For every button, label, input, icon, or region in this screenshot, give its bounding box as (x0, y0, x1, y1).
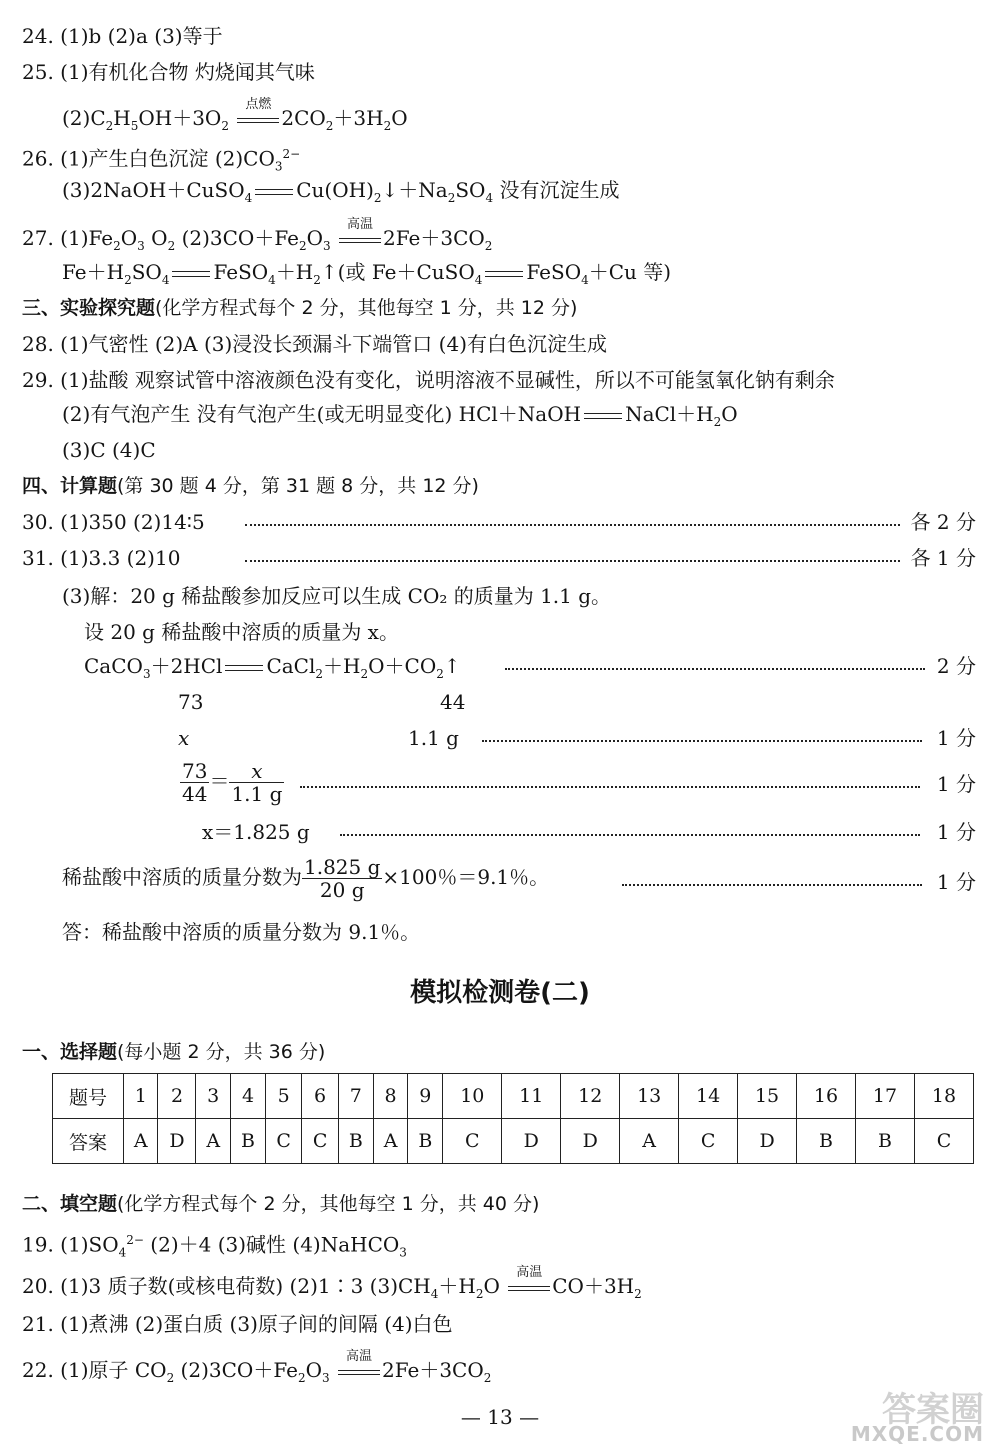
table-cell: 1 (124, 1074, 158, 1119)
molar-mass-co2: 44 (440, 690, 466, 714)
table-cell: B (856, 1119, 915, 1164)
table-cell: 4 (230, 1074, 265, 1119)
score-31-equation: 2 分 (936, 654, 976, 678)
answer-31-solution: (3)解：20 g 稀盐酸参加反应可以生成 CO₂ 的质量为 1.1 g。 (62, 584, 612, 608)
page-title: 模拟检测卷(二) (410, 978, 590, 1008)
score-31-proportion: 1 分 (936, 772, 976, 796)
answer-29-line2: (2)有气泡产生 没有气泡产生(或无明显变化) HCl＋NaOH $NaCl+H_2O$ (62, 402, 738, 429)
section-3-heading: 三、实验探究题(化学方程式每个 2 分，其他每空 1 分，共 12 分) (22, 297, 578, 319)
answer-29-line1: 29. (1)盐酸 观察试管中溶液颜色没有变化，说明溶液不显碱性，所以不可能氢氧化钠有剩余 (22, 368, 835, 392)
table-cell: B (797, 1119, 856, 1164)
table-cell: D (561, 1119, 620, 1164)
table-cell: 9 (408, 1074, 443, 1119)
table-cell: D (158, 1119, 196, 1164)
table-cell: 16 (797, 1074, 856, 1119)
section-1-heading: 一、选择题(每小题 2 分，共 36 分) (22, 1041, 326, 1063)
score-31-mass: 1 分 (936, 726, 976, 750)
answer-31-line1: 31. (1)3.3 (2)10 (22, 546, 181, 570)
mass-fraction: 稀盐酸中溶质的质量分数为 $\frac{1.825 g}{20 g}$ ×100％＝9.1％。 (62, 855, 550, 902)
table-header-answer: 答案 (53, 1119, 124, 1164)
co2-mass: 1.1 g (408, 726, 459, 750)
table-cell: 8 (373, 1074, 407, 1119)
answer-21: 21. (1)煮沸 (2)蛋白质 (3)原子间的间隔 (4)白色 (22, 1312, 453, 1336)
score-31-fraction: 1 分 (936, 870, 976, 894)
answer-24: 24. (1)b (2)a (3)等于 (22, 24, 223, 48)
table-cell: C (914, 1119, 973, 1164)
table-cell: 10 (443, 1074, 502, 1119)
table-cell: 18 (914, 1074, 973, 1119)
table-cell: C (679, 1119, 738, 1164)
table-cell: B (408, 1119, 443, 1164)
table-cell: D (738, 1119, 797, 1164)
answer-25-equation: $(2)C_2H_5OH+3O_2$ 点燃 $2CO_2+3H_2O$ (62, 96, 408, 133)
answer-31-equation: CaCO$_3$＋2HCl $CaCl_2+H_2O+CO_2↑$ (84, 654, 461, 681)
score-30: 各 2 分 (910, 510, 976, 534)
section-4-heading: 四、计算题(第 30 题 4 分，第 31 题 8 分，共 12 分) (22, 475, 479, 497)
table-cell: 17 (856, 1074, 915, 1119)
watermark-text: 答案圈 (882, 1390, 984, 1430)
table-cell: 15 (738, 1074, 797, 1119)
table-cell: 6 (302, 1074, 338, 1119)
table-cell: A (124, 1119, 158, 1164)
answer-27-line2: $Fe+H_2SO_4$ $FeSO_4+H_2↑$(或 Fe＋CuSO$_4$ FeSO$_4$＋Cu 等) (62, 260, 672, 287)
table-cell: B (338, 1119, 373, 1164)
watermark-logo (850, 1382, 990, 1448)
variable-x: x (178, 726, 190, 750)
molar-mass-hcl: 73 (178, 690, 204, 714)
table-row-numbers (53, 1074, 974, 1119)
answer-20: 20. (1)3 质子数(或核电荷数) (2)1∶3 $(3)CH_4+H_2O$ 高温 $CO+3H_2$ (22, 1264, 642, 1301)
table-cell: 12 (561, 1074, 620, 1119)
answer-27-line1: 27. $(1)Fe_2O_3$ $O_2$ $(2)3CO+Fe_2O_3$ 高温 $2Fe+3CO_2$ (22, 216, 493, 253)
answer-26-equation: (3)2NaOH＋CuSO$_4$ $Cu(OH)_2↓+Na_2SO_4$ 没有沉淀生成 (62, 178, 620, 205)
reaction-condition: 点燃 (245, 96, 272, 112)
answer-25-line1: 25. (1)有机化合物 灼烧闻其气味 (22, 60, 315, 84)
answer-31-final: 答：稀盐酸中溶质的质量分数为 9.1％。 (62, 920, 421, 944)
score-31-line1: 各 1 分 (910, 546, 976, 570)
table-cell: 14 (679, 1074, 738, 1119)
answer-table (52, 1073, 974, 1164)
watermark-url: MXQE.COM (850, 1422, 984, 1446)
answer-19: 19. $(1)SO_4^{2-}$ (2)＋4 (3)碱性 (4)NaHCO$_3$ (22, 1232, 407, 1260)
table-cell: 3 (196, 1074, 230, 1119)
answer-31-assume: 设 20 g 稀盐酸中溶质的质量为 x。 (84, 620, 399, 644)
result-x: x＝1.825 g (202, 820, 310, 844)
table-cell: D (502, 1119, 561, 1164)
table-row-answers (53, 1119, 974, 1164)
answer-22: 22. (1)原子 $CO_2$ $(2)3CO+Fe_2O_3$ 高温 $2Fe+3CO_2$ (22, 1348, 492, 1385)
table-cell: B (230, 1119, 265, 1164)
table-cell: C (266, 1119, 302, 1164)
table-cell: C (443, 1119, 502, 1164)
table-cell: 13 (620, 1074, 679, 1119)
table-cell: C (302, 1119, 338, 1164)
answer-30: 30. (1)350 (2)14∶5 (22, 510, 205, 534)
table-cell: 5 (266, 1074, 302, 1119)
score-31-result: 1 分 (936, 820, 976, 844)
answer-29-line3: (3)C (4)C (62, 438, 156, 462)
section-2-heading: 二、填空题(化学方程式每个 2 分，其他每空 1 分，共 40 分) (22, 1193, 540, 1215)
table-cell: 11 (502, 1074, 561, 1119)
table-cell: 7 (338, 1074, 373, 1119)
table-header-number: 题号 (53, 1074, 124, 1119)
page-number: — 13 — (460, 1405, 540, 1429)
proportion-equation: $\frac{73}{44}$ ＝ $\frac{x}{1.1 g}$ (182, 759, 283, 806)
answer-26-line1: 26. (1)产生白色沉淀 $(2)CO_3^{2-}$ (22, 146, 301, 174)
table-cell: A (373, 1119, 407, 1164)
table-cell: 2 (158, 1074, 196, 1119)
table-cell: A (620, 1119, 679, 1164)
answer-28: 28. (1)气密性 (2)A (3)浸没长颈漏斗下端管口 (4)有白色沉淀生成 (22, 332, 607, 356)
table-cell: A (196, 1119, 230, 1164)
